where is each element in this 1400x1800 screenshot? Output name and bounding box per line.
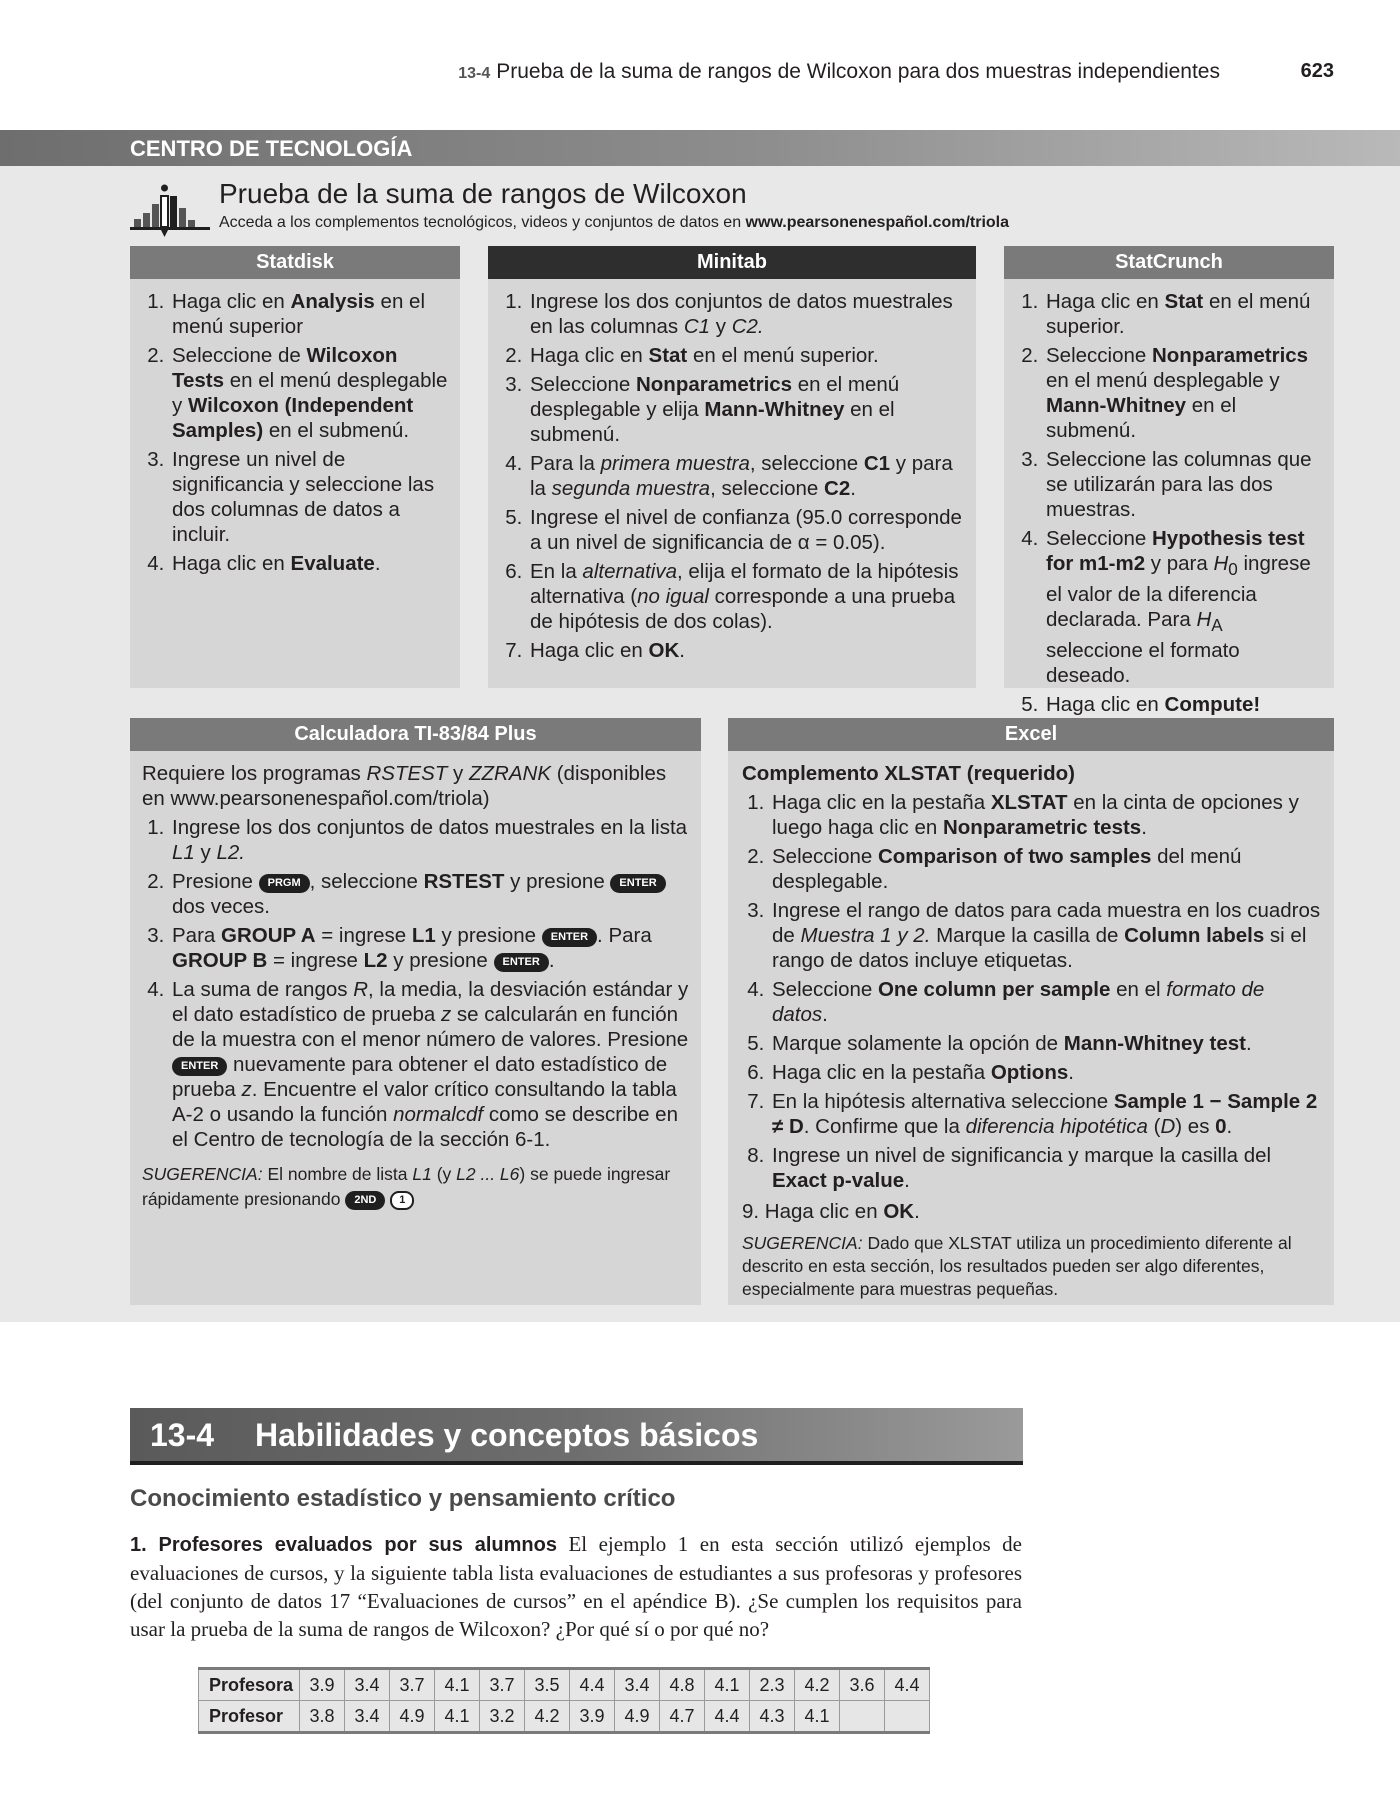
tech-center-title: Prueba de la suma de rangos de Wilcoxon <box>219 178 747 209</box>
row-label: Profesora <box>199 1669 300 1701</box>
table-cell: 4.9 <box>390 1701 435 1733</box>
tech-center-url[interactable]: www.pearsonenespañol.com/triola <box>745 214 1010 231</box>
table-cell: 3.9 <box>570 1701 615 1733</box>
list-item: 3. Ingrese el rango de datos para cada muestra en los cuadros de Muestra 1 y 2. Marque la casilla de Column labels si el rango de datos incluye etiquetas. <box>770 898 1322 973</box>
table-cell: 4.1 <box>705 1669 750 1701</box>
statdisk-title: Statdisk <box>130 246 460 279</box>
table-cell: 4.8 <box>660 1669 705 1701</box>
2nd-key-icon: 2ND <box>345 1191 385 1210</box>
excel-steps <box>728 786 1334 1193</box>
list-item: 5. Marque solamente la opción de Mann-Whitney test. <box>770 1031 1322 1056</box>
exercise-1 <box>130 1530 1022 1643</box>
enter-key-icon: ENTER <box>610 874 665 893</box>
table-cell: 4.9 <box>615 1701 660 1733</box>
table-cell: 3.4 <box>345 1701 390 1733</box>
excel-tip: SUGERENCIA: Dado que XLSTAT utiliza un procedimiento diferente al descrito en esta sección, los resultados pueden ser algo diferentes, especialmente para muestras pequeñas. <box>742 1233 1292 1299</box>
table-cell: 4.1 <box>795 1701 840 1733</box>
table-row <box>199 1669 930 1701</box>
list-item: 5. Haga clic en Compute! <box>1044 692 1322 717</box>
table-cell: 3.4 <box>345 1669 390 1701</box>
table-cell: 2.3 <box>750 1669 795 1701</box>
tech-center-subtitle <box>219 214 1009 232</box>
minitab-box <box>488 246 976 688</box>
page-header <box>0 58 1334 88</box>
statcrunch-title: StatCrunch <box>1004 246 1334 279</box>
ti-tip: SUGERENCIA: El nombre de lista L1 (y L2 ... L6) se puede ingresar rápidamente presionando 2ND 1 <box>142 1164 671 1209</box>
table-row <box>199 1701 930 1733</box>
tech-center-banner-text: CENTRO DE TECNOLOGÍA <box>130 136 413 161</box>
list-item: 2. Presione PRGM , seleccione RSTEST y presione ENTER dos veces. <box>170 869 689 919</box>
enter-key-icon: ENTER <box>494 953 549 972</box>
table-cell: 4.3 <box>750 1701 795 1733</box>
table-cell: 4.1 <box>435 1701 480 1733</box>
table-cell: 3.7 <box>480 1669 525 1701</box>
table-cell: 4.4 <box>570 1669 615 1701</box>
table-cell <box>885 1701 930 1733</box>
list-item: 4. Para la primera muestra, seleccione C1 y para la segunda muestra, seleccione C2. <box>528 451 964 501</box>
table-cell: 3.6 <box>840 1669 885 1701</box>
section-title: Habilidades y conceptos básicos <box>255 1417 759 1453</box>
tech-center-logo-icon <box>130 178 210 238</box>
list-item: 1. Haga clic en Analysis en el menú superior <box>170 289 448 339</box>
list-item: 6. Haga clic en la pestaña Options. <box>770 1060 1322 1085</box>
ti-intro: Requiere los programas RSTEST y ZZRANK (disponibles en www.pearsonenespañol.com/triola) <box>142 762 667 810</box>
statdisk-steps <box>130 279 460 576</box>
table-cell: 3.2 <box>480 1701 525 1733</box>
list-item: 6. En la alternativa, elija el formato de la hipótesis alternativa (no igual corresponde a una prueba de hipótesis de dos colas). <box>528 559 964 634</box>
list-item: 3. Ingrese un nivel de significancia y seleccione las dos columnas de datos a incluir. <box>170 447 448 547</box>
page-number: 623 <box>1300 60 1334 82</box>
list-item: 4. Haga clic en Evaluate. <box>170 551 448 576</box>
list-item: 7. Haga clic en OK. <box>528 638 964 663</box>
list-item: 1. Ingrese los dos conjuntos de datos muestrales en las columnas C1 y C2. <box>528 289 964 339</box>
ti-steps <box>130 811 701 1152</box>
list-item: 3. Seleccione las columnas que se utilizarán para las dos muestras. <box>1044 447 1322 522</box>
list-item: 2. Seleccione Comparison of two samples del menú desplegable. <box>770 844 1322 894</box>
list-item: 3. Seleccione Nonparametrics en el menú desplegable y elija Mann-Whitney en el submenú. <box>528 372 964 447</box>
section-number: 13-4 <box>150 1417 215 1453</box>
list-item: 8. Ingrese un nivel de significancia y marque la casilla del Exact p-value. <box>770 1143 1322 1193</box>
table-cell: 3.4 <box>615 1669 660 1701</box>
list-item: 4. Seleccione One column per sample en el formato de datos. <box>770 977 1322 1027</box>
table-cell: 4.2 <box>795 1669 840 1701</box>
ti-title: Calculadora TI-83/84 Plus <box>130 718 701 751</box>
subheading: Conocimiento estadístico y pensamiento crítico <box>130 1485 676 1512</box>
section-title-rule <box>130 1461 1023 1465</box>
list-item: 3. Para GROUP A = ingrese L1 y presione ENTER . Para GROUP B = ingrese L2 y presione ENTER . <box>170 923 689 973</box>
ti-box <box>130 718 701 1305</box>
statcrunch-box <box>1004 246 1334 717</box>
exercise-text: El ejemplo 1 en esta sección utilizó ejemplos de evaluaciones de cursos, y la siguiente tabla lista evaluaciones de estudiantes a sus profesoras y profesores (del conjunto de datos 17 “Evaluaciones de cursos” en el apéndice B). ¿Se cumplen los requisitos para usar la prueba de la suma de rangos de Wilcoxon? ¿Por qué sí o por qué no? <box>130 1532 1022 1641</box>
list-item: 1. Haga clic en la pestaña XLSTAT en la cinta de opciones y luego haga clic en Nonparametric tests. <box>770 790 1322 840</box>
list-item: 2. Seleccione Nonparametrics en el menú desplegable y Mann-Whitney en el submenú. <box>1044 343 1322 443</box>
list-item: 4. Seleccione Hypothesis test for m1-m2 y para $H_0$ ingrese el valor de la diferencia declarada. Para $H_A$ seleccione el formato deseado. <box>1044 526 1322 688</box>
list-item: 5. Ingrese el nivel de confianza (95.0 corresponde a un nivel de significancia de α = 0.05). <box>528 505 964 555</box>
statdisk-box <box>130 246 460 688</box>
evaluations-table <box>198 1667 930 1734</box>
table-cell: 4.4 <box>885 1669 930 1701</box>
exercise-lead: 1. Profesores evaluados por sus alumnos <box>130 1534 557 1556</box>
excel-box <box>728 718 1334 1305</box>
section-title-bar <box>130 1408 1023 1461</box>
excel-heading: Complemento XLSTAT (requerido) <box>742 762 1075 785</box>
table-cell: 4.4 <box>705 1701 750 1733</box>
running-head-section-number: 13-4 <box>458 65 491 82</box>
list-item: 7. En la hipótesis alternativa seleccione Sample 1 − Sample 2 ≠ D. Confirme que la diferencia hipotética (D) es 0. <box>770 1089 1322 1139</box>
list-item: 2. Haga clic en Stat en el menú superior. <box>528 343 964 368</box>
row-label: Profesor <box>199 1701 300 1733</box>
table-cell <box>840 1701 885 1733</box>
enter-key-icon: ENTER <box>542 928 597 947</box>
table-cell: 4.1 <box>435 1669 480 1701</box>
enter-key-icon: ENTER <box>172 1057 227 1076</box>
list-item: 1. Ingrese los dos conjuntos de datos muestrales en la lista L1 y L2. <box>170 815 689 865</box>
excel-step-9: 9. Haga clic en OK. <box>742 1200 920 1223</box>
one-key-icon: 1 <box>390 1191 414 1210</box>
list-item: 4. La suma de rangos R, la media, la desviación estándar y el dato estadístico de prueba z se calcularán en función de la muestra con el menor número de valores. Presione ENTER nuevamente para obtener el dato estadístico de prueba z. Encuentre el valor crítico consultando la tabla A-2 o usando la función normalcdf como se describe en el Centro de tecnología de la sección 6-1. <box>170 977 689 1152</box>
running-head <box>458 60 1220 84</box>
minitab-title: Minitab <box>488 246 976 279</box>
list-item: 1. Haga clic en Stat en el menú superior. <box>1044 289 1322 339</box>
tech-center-subtitle-text: Acceda a los complementos tecnológicos, videos y conjuntos de datos en <box>219 214 742 231</box>
excel-title: Excel <box>728 718 1334 751</box>
table-cell: 3.9 <box>300 1669 345 1701</box>
running-head-title: Prueba de la suma de rangos de Wilcoxon para dos muestras independientes <box>496 60 1220 83</box>
statcrunch-steps <box>1004 279 1334 717</box>
table-cell: 3.5 <box>525 1669 570 1701</box>
table-cell: 3.8 <box>300 1701 345 1733</box>
tech-center-banner <box>0 130 1400 166</box>
table-cell: 3.7 <box>390 1669 435 1701</box>
prgm-key-icon: PRGM <box>259 874 310 893</box>
minitab-steps <box>488 279 976 663</box>
list-item: 2. Seleccione de Wilcoxon Tests en el menú desplegable y Wilcoxon (Independent Samples) en el submenú. <box>170 343 448 443</box>
table-cell: 4.7 <box>660 1701 705 1733</box>
table-cell: 4.2 <box>525 1701 570 1733</box>
